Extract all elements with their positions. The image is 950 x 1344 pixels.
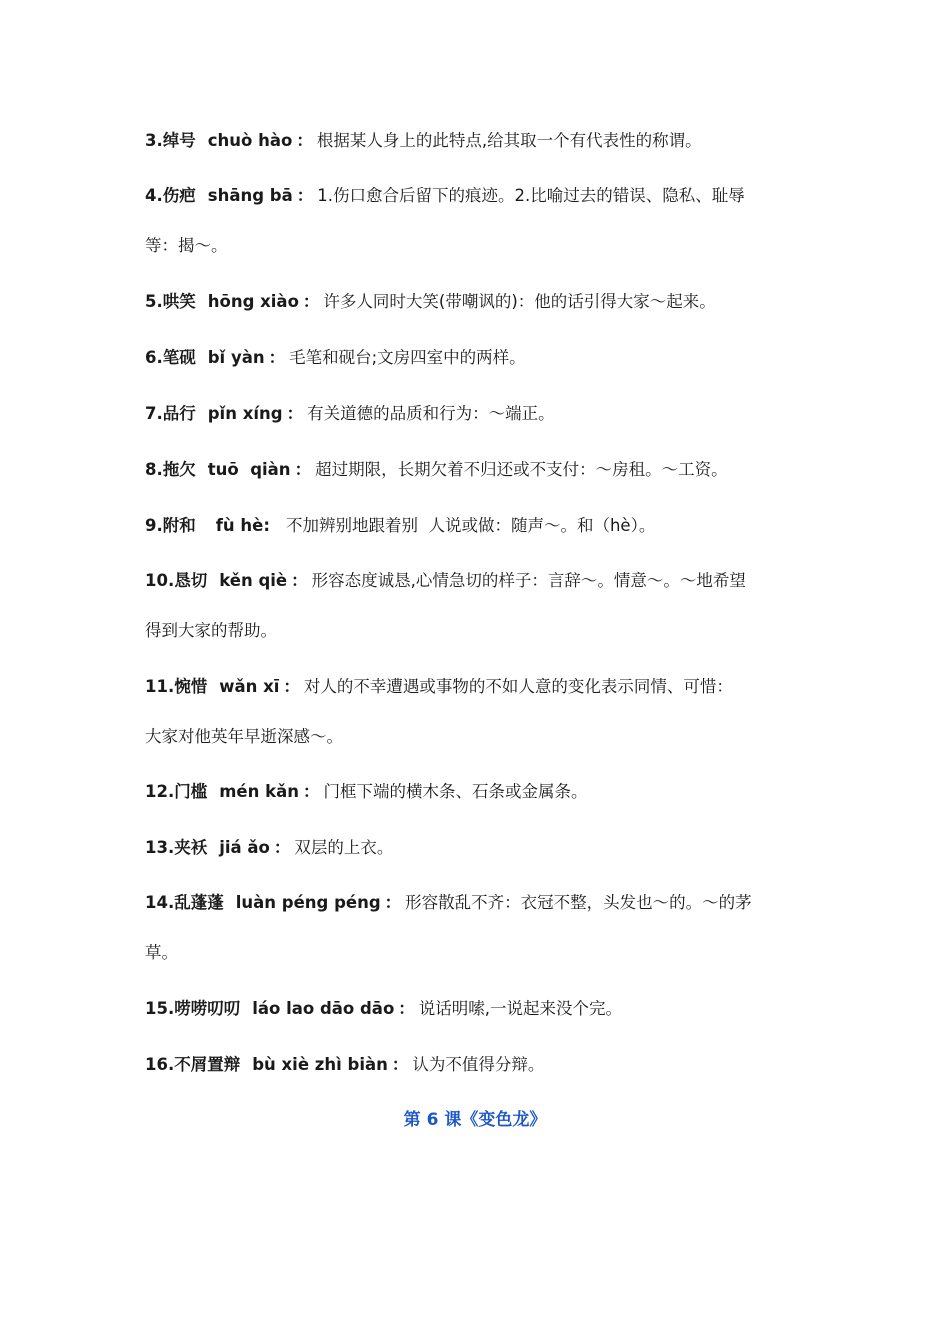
- entry-definition: 毛笔和砚台;文房四室中的两样。: [289, 348, 526, 367]
- entry-definition: 说话明嗦,一说起来没个完。: [418, 999, 623, 1018]
- vocab-entry-8: [145, 445, 815, 495]
- lesson-section-title: 第 6 课《变色龙》: [403, 1110, 547, 1130]
- entry-word: 15.唠唠叨叨: [145, 999, 241, 1018]
- entry-definition: 根据某人身上的此特点,给其取一个有代表性的称谓。: [316, 131, 702, 150]
- entry-definition: 形容态度诚恳,心情急切的样子：言辞～。情意～。～地希望: [311, 571, 746, 590]
- entry-word: 5.哄笑: [145, 292, 196, 311]
- vocab-entry-6: [145, 333, 815, 383]
- vocab-entry-10: [145, 556, 815, 656]
- entry-line: [145, 501, 815, 551]
- entry-line: [145, 277, 815, 327]
- entry-line: [145, 556, 815, 606]
- entry-definition-continued: 得到大家的帮助。: [145, 621, 277, 640]
- vocab-entry-11: [145, 662, 815, 762]
- entry-definition: 不加辨别地跟着别 人说或做：随声～。和（hè）。: [285, 516, 656, 535]
- entry-definition: 超过期限，长期欠着不归还或不支付：～房租。～工资。: [315, 460, 728, 479]
- entry-definition: 对人的不幸遭遇或事物的不如人意的变化表示同情、可惜：: [303, 677, 733, 696]
- entry-line: [145, 389, 815, 439]
- entry-pinyin: fù hè:: [215, 516, 270, 535]
- entry-pinyin: bǐ yàn: [207, 348, 265, 367]
- vocab-entry-16: [145, 1040, 815, 1090]
- vocab-entry-9: [145, 501, 815, 551]
- entry-word: 12.门槛: [145, 782, 208, 801]
- entry-pinyin: jiá ǎo: [219, 838, 270, 857]
- entry-line-continued: [145, 606, 815, 656]
- entry-definition: 认为不值得分辩。: [412, 1055, 545, 1074]
- entry-colon: ：: [286, 404, 304, 423]
- entry-line: [145, 878, 815, 928]
- entry-colon: ：: [398, 999, 415, 1018]
- entry-line-continued: [145, 712, 815, 762]
- entry-word: 13.夹袄: [145, 838, 208, 857]
- entry-definition-continued: 等：揭～。: [145, 236, 228, 255]
- entry-line: [145, 984, 815, 1034]
- entry-pinyin: chuò hào: [207, 131, 293, 150]
- entry-definition-continued: 草。: [145, 943, 178, 962]
- entry-definition: 有关道德的品质和行为：～端正。: [307, 404, 555, 423]
- entry-line: [145, 171, 815, 221]
- entry-line: [145, 445, 815, 495]
- entry-colon: ：: [291, 571, 308, 590]
- vocab-entry-12: [145, 767, 815, 817]
- vocab-entry-3: [145, 116, 815, 166]
- entry-word: 11.惋惜: [145, 677, 208, 696]
- vocab-entry-5: [145, 277, 815, 327]
- entry-colon: ：: [296, 186, 314, 205]
- entry-line: [145, 823, 815, 873]
- vocab-entry-4: [145, 171, 815, 271]
- entry-colon: ：: [302, 782, 320, 801]
- entry-word: 14.乱蓬蓬: [145, 893, 224, 912]
- entry-pinyin: shāng bā: [207, 186, 293, 205]
- entry-line: [145, 116, 815, 166]
- entry-colon: ：: [273, 838, 291, 857]
- entry-pinyin: tuō qiàn: [207, 460, 291, 479]
- vocab-entry-7: [145, 389, 815, 439]
- entry-word: 7.品行: [145, 404, 196, 423]
- entry-line: [145, 767, 815, 817]
- entry-definition: 形容散乱不齐：衣冠不整，头发也～的。～的茅: [405, 893, 752, 912]
- entry-colon: ：: [384, 893, 402, 912]
- entry-colon: ：: [283, 677, 300, 696]
- entry-word: 16.不屑置辩: [145, 1055, 241, 1074]
- entry-word: 3.绰号: [145, 131, 196, 150]
- entry-colon: ：: [296, 131, 313, 150]
- entry-definition: 双层的上衣。: [294, 838, 394, 857]
- entry-line-continued: [145, 928, 815, 978]
- entry-definition-continued: 大家对他英年早逝深感～。: [145, 727, 343, 746]
- entry-pinyin: bù xiè zhì biàn: [252, 1055, 388, 1074]
- entry-pinyin: wǎn xī: [219, 677, 280, 696]
- entry-colon: ：: [391, 1055, 409, 1074]
- vocab-entry-15: [145, 984, 815, 1034]
- entry-pinyin: luàn péng péng: [235, 893, 381, 912]
- vocab-entry-14: [145, 878, 815, 978]
- vocab-entry-13: [145, 823, 815, 873]
- entry-pinyin: kěn qiè: [219, 571, 288, 590]
- entry-definition: 门框下端的横木条、石条或金属条。: [323, 782, 588, 801]
- entry-line: [145, 662, 815, 712]
- entry-word: 9.附和: [145, 516, 196, 535]
- entry-definition: 许多人同时大笑(带嘲讽的)：他的话引得大家～起来。: [323, 292, 716, 311]
- entry-pinyin: láo lao dāo dāo: [252, 999, 395, 1018]
- entry-colon: ：: [268, 348, 286, 367]
- entry-pinyin: mén kǎn: [219, 782, 299, 801]
- entry-pinyin: hōng xiào: [207, 292, 299, 311]
- entry-colon: ：: [302, 292, 320, 311]
- entry-line: [145, 333, 815, 383]
- entry-definition: 1.伤口愈合后留下的痕迹。2.比喻过去的错误、隐私、耻辱: [317, 186, 745, 205]
- entry-line: [145, 1040, 815, 1090]
- entry-pinyin: pǐn xíng: [207, 404, 283, 423]
- entry-word: 6.笔砚: [145, 348, 196, 367]
- entry-line-continued: [145, 221, 815, 271]
- entry-word: 4.伤疤: [145, 186, 196, 205]
- entry-word: 10.恳切: [145, 571, 208, 590]
- entry-colon: ：: [294, 460, 312, 479]
- entry-word: 8.拖欠: [145, 460, 196, 479]
